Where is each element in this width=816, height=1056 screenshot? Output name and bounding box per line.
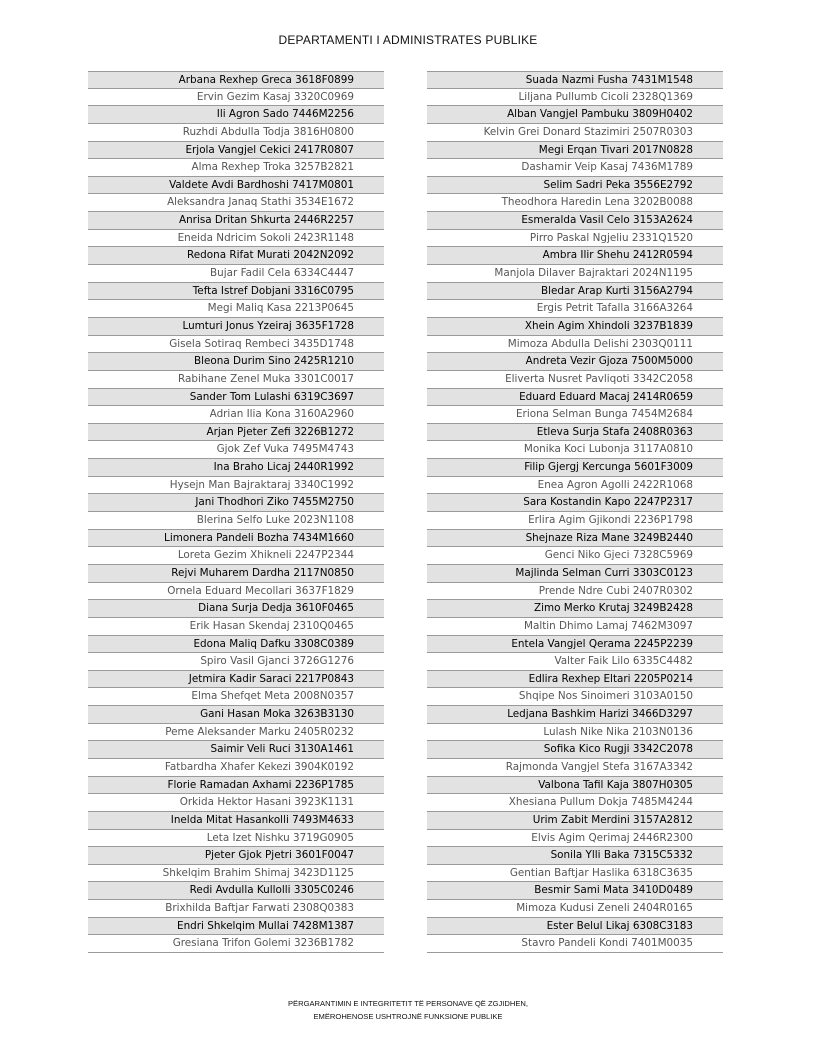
list-item: Urim Zabit Merdini 3157A2812 [427, 812, 723, 830]
list-item: Blerina Selfo Luke 2023N1108 [88, 512, 384, 530]
list-item: Inelda Mitat Hasankolli 7493M4633 [88, 812, 384, 830]
list-item: Fatbardha Xhafer Kekezi 3904K0192 [88, 759, 384, 777]
list-item: Ergis Petrit Tafalla 3166A3264 [427, 300, 723, 318]
list-item: Edlira Rexhep Eltari 2205P0214 [427, 671, 723, 689]
list-item: Enea Agron Agolli 2422R1068 [427, 477, 723, 495]
list-item: Hysejn Man Bajraktaraj 3340C1992 [88, 477, 384, 495]
list-item: Sander Tom Lulashi 6319C3697 [88, 389, 384, 407]
right-name-list [427, 71, 723, 953]
list-item: Etleva Surja Stafa 2408R0363 [427, 424, 723, 442]
list-item: Ambra Ilir Shehu 2412R0594 [427, 247, 723, 265]
list-item: Eliverta Nusret Pavliqoti 3342C2058 [427, 371, 723, 389]
list-item: Saimir Veli Ruci 3130A1461 [88, 741, 384, 759]
list-item: Xhein Agim Xhindoli 3237B1839 [427, 318, 723, 336]
list-item: Filip Gjergj Kercunga 5601F3009 [427, 459, 723, 477]
list-item: Erjola Vangjel Cekici 2417R0807 [88, 142, 384, 160]
list-item: Gresiana Trifon Golemi 3236B1782 [88, 935, 384, 953]
list-item: Mimoza Kudusi Zeneli 2404R0165 [427, 900, 723, 918]
list-item: Bledar Arap Kurti 3156A2794 [427, 283, 723, 301]
list-item: Florie Ramadan Axhami 2236P1785 [88, 777, 384, 795]
list-item: Megi Maliq Kasa 2213P0645 [88, 300, 384, 318]
list-item: Gentian Baftjar Haslika 6318C3635 [427, 865, 723, 883]
list-item: Elma Shefqet Meta 2008N0357 [88, 688, 384, 706]
footer-line-1: PËRGARANTIMIN E INTEGRITETIT TË PERSONAVE QË ZGJIDHEN, [287, 999, 529, 1008]
list-item: Endri Shkelqim Mullai 7428M1387 [88, 918, 384, 936]
list-item: Kelvin Grei Donard Stazimiri 2507R0303 [427, 124, 723, 142]
list-item: Lumturi Jonus Yzeiraj 3635F1728 [88, 318, 384, 336]
list-item: Valter Faik Lilo 6335C4482 [427, 653, 723, 671]
list-item: Zimo Merko Krutaj 3249B2428 [427, 600, 723, 618]
list-item: Adrian Ilia Kona 3160A2960 [88, 406, 384, 424]
left-name-list [88, 71, 384, 953]
list-item: Bleona Durim Sino 2425R1210 [88, 353, 384, 371]
list-item: Megi Erqan Tivari 2017N0828 [427, 142, 723, 160]
list-item: Maltin Dhimo Lamaj 7462M3097 [427, 618, 723, 636]
list-item: Eneida Ndricim Sokoli 2423R1148 [88, 230, 384, 248]
footer-line-2: EMËROHENOSE USHTROJNË FUNKSIONE PUBLIKE [313, 1012, 503, 1021]
list-item: Esmeralda Vasil Celo 3153A2624 [427, 212, 723, 230]
list-item: Redi Avdulla Kullolli 3305C0246 [88, 882, 384, 900]
list-item: Lulash Nike Nika 2103N0136 [427, 724, 723, 742]
list-item: Sonila Ylli Baka 7315C5332 [427, 847, 723, 865]
list-item: Pjeter Gjok Pjetri 3601F0047 [88, 847, 384, 865]
list-item: Majlinda Selman Curri 3303C0123 [427, 565, 723, 583]
list-item: Alban Vangjel Pambuku 3809H0402 [427, 106, 723, 124]
list-item: Pirro Paskal Ngjeliu 2331Q1520 [427, 230, 723, 248]
list-item: Shkelqim Brahim Shimaj 3423D1125 [88, 865, 384, 883]
list-item: Ornela Eduard Mecollari 3637F1829 [88, 583, 384, 601]
list-item: Suada Nazmi Fusha 7431M1548 [427, 71, 723, 89]
list-item: Theodhora Haredin Lena 3202B0088 [427, 194, 723, 212]
list-item: Orkida Hektor Hasani 3923K1131 [88, 794, 384, 812]
list-item: Eriona Selman Bunga 7454M2684 [427, 406, 723, 424]
list-item: Alma Rexhep Troka 3257B2821 [88, 159, 384, 177]
list-item: Loreta Gezim Xhikneli 2247P2344 [88, 547, 384, 565]
list-item: Prende Ndre Cubi 2407R0302 [427, 583, 723, 601]
list-item: Shqipe Nos Sinoimeri 3103A0150 [427, 688, 723, 706]
list-item: Ledjana Bashkim Harizi 3466D3297 [427, 706, 723, 724]
list-item: Stavro Pandeli Kondi 7401M0035 [427, 935, 723, 953]
list-item: Gisela Sotiraq Rembeci 3435D1748 [88, 336, 384, 354]
list-item: Rajmonda Vangjel Stefa 3167A3342 [427, 759, 723, 777]
list-item: Aleksandra Janaq Stathi 3534E1672 [88, 194, 384, 212]
list-item: Brixhilda Baftjar Farwati 2308Q0383 [88, 900, 384, 918]
list-item: Erik Hasan Skendaj 2310Q0465 [88, 618, 384, 636]
list-item: Arjan Pjeter Zefi 3226B1272 [88, 424, 384, 442]
list-item: Spiro Vasil Gjanci 3726G1276 [88, 653, 384, 671]
list-item: Limonera Pandeli Bozha 7434M1660 [88, 530, 384, 548]
list-item: Ili Agron Sado 7446M2256 [88, 106, 384, 124]
footer [0, 997, 816, 1023]
list-item: Gjok Zef Vuka 7495M4743 [88, 441, 384, 459]
list-item: Xhesiana Pullum Dokja 7485M4244 [427, 794, 723, 812]
list-item: Mimoza Abdulla Delishi 2303Q0111 [427, 336, 723, 354]
list-item: Andreta Vezir Gjoza 7500M5000 [427, 353, 723, 371]
list-item: Gani Hasan Moka 3263B3130 [88, 706, 384, 724]
list-item: Sara Kostandin Kapo 2247P2317 [427, 494, 723, 512]
list-item: Manjola Dilaver Bajraktari 2024N1195 [427, 265, 723, 283]
list-item: Besmir Sami Mata 3410D0489 [427, 882, 723, 900]
list-item: Genci Niko Gjeci 7328C5969 [427, 547, 723, 565]
list-item: Ina Braho Licaj 2440R1992 [88, 459, 384, 477]
list-item: Bujar Fadil Cela 6334C4447 [88, 265, 384, 283]
list-item: Valdete Avdi Bardhoshi 7417M0801 [88, 177, 384, 195]
list-item: Peme Aleksander Marku 2405R0232 [88, 724, 384, 742]
list-item: Jani Thodhori Ziko 7455M2750 [88, 494, 384, 512]
list-item: Tefta Istref Dobjani 3316C0795 [88, 283, 384, 301]
list-item: Selim Sadri Peka 3556E2792 [427, 177, 723, 195]
list-item: Shejnaze Riza Mane 3249B2440 [427, 530, 723, 548]
list-item: Jetmira Kadir Saraci 2217P0843 [88, 671, 384, 689]
list-item: Anrisa Dritan Shkurta 2446R2257 [88, 212, 384, 230]
list-item: Arbana Rexhep Greca 3618F0899 [88, 71, 384, 89]
list-item: Liljana Pullumb Cicoli 2328Q1369 [427, 89, 723, 107]
list-item: Ester Belul Likaj 6308C3183 [427, 918, 723, 936]
list-item: Eduard Eduard Macaj 2414R0659 [427, 389, 723, 407]
list-item: Sofika Kico Rugji 3342C2078 [427, 741, 723, 759]
list-item: Ervin Gezim Kasaj 3320C0969 [88, 89, 384, 107]
list-item: Monika Koci Lubonja 3117A0810 [427, 441, 723, 459]
list-item: Rabihane Zenel Muka 3301C0017 [88, 371, 384, 389]
list-item: Rejvi Muharem Dardha 2117N0850 [88, 565, 384, 583]
list-item: Dashamir Veip Kasaj 7436M1789 [427, 159, 723, 177]
list-item: Diana Surja Dedja 3610F0465 [88, 600, 384, 618]
list-item: Valbona Tafil Kaja 3807H0305 [427, 777, 723, 795]
list-item: Redona Rifat Murati 2042N2092 [88, 247, 384, 265]
list-item: Erlira Agim Gjikondi 2236P1798 [427, 512, 723, 530]
page-title: DEPARTAMENTI I ADMINISTRATES PUBLIKE [278, 33, 538, 47]
list-item: Elvis Agim Qerimaj 2446R2300 [427, 830, 723, 848]
list-item: Edona Maliq Dafku 3308C0389 [88, 636, 384, 654]
list-item: Ruzhdi Abdulla Todja 3816H0800 [88, 124, 384, 142]
list-item: Entela Vangjel Qerama 2245P2239 [427, 636, 723, 654]
list-item: Leta Izet Nishku 3719G0905 [88, 830, 384, 848]
